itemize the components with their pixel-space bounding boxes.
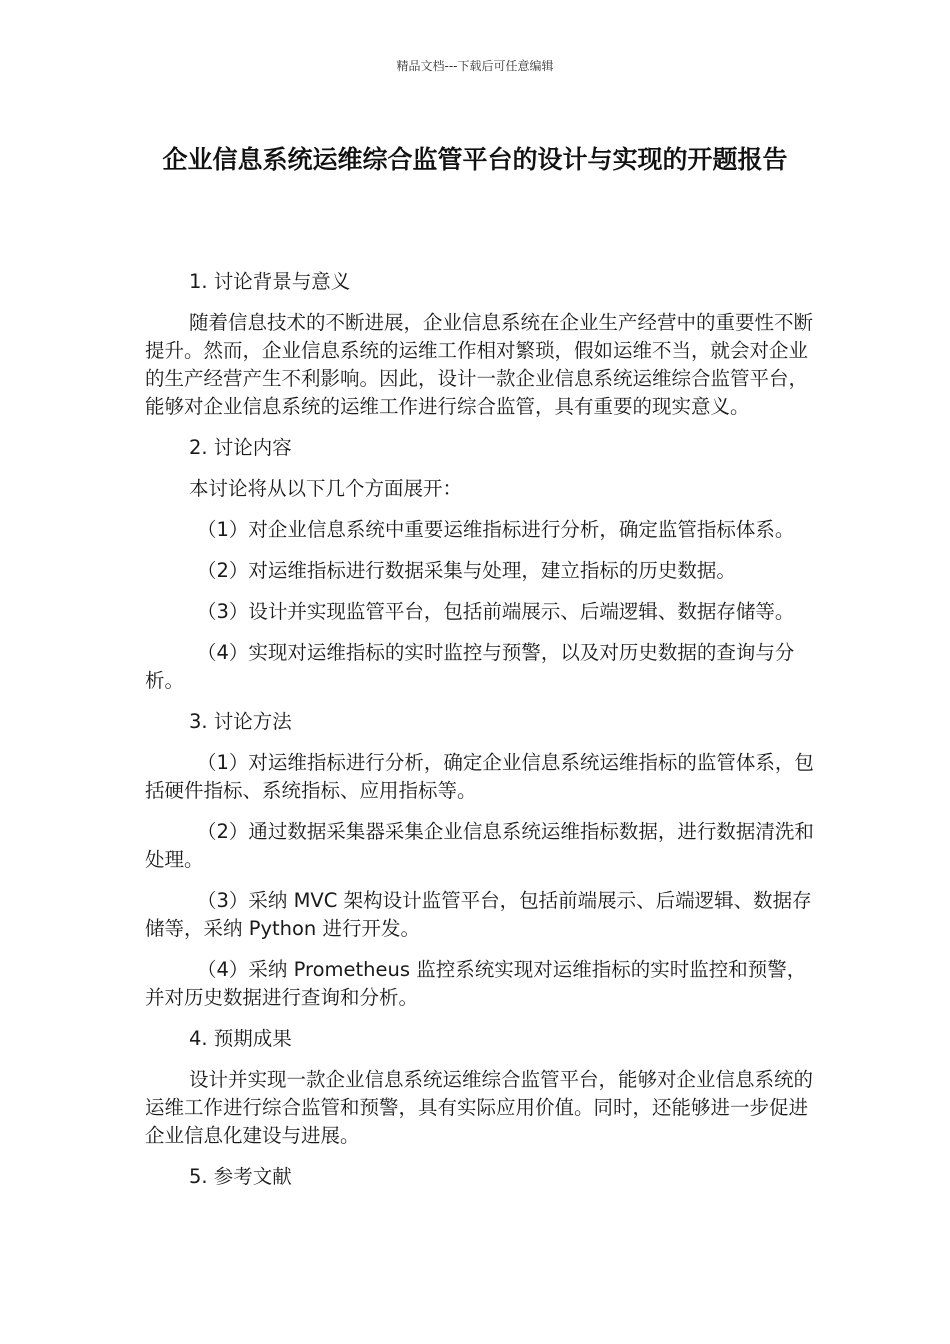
list-item: （4）采纳 Prometheus 监控系统实现对运维指标的实时监控和预警，并对历史数据进行查询和分析。	[145, 958, 807, 1009]
section-heading-method: 3. 讨论方法	[189, 710, 292, 733]
document-title: 企业信息系统运维综合监管平台的设计与实现的开题报告	[162, 145, 788, 174]
section-paragraph: 设计并实现一款企业信息系统运维综合监管平台，能够对企业信息系统的运维工作进行综合监管和预警，具有实际应用价值。同时，还能够进一步促进企业信息化建设与进展。	[145, 1068, 814, 1147]
list-item: （4）实现对运维指标的实时监控与预警，以及对历史数据的查询与分析。	[145, 641, 795, 692]
section-heading-content: 2. 讨论内容	[189, 436, 292, 459]
section-heading-outcome: 4. 预期成果	[189, 1027, 292, 1050]
section-paragraph: 随着信息技术的不断进展，企业信息系统在企业生产经营中的重要性不断提升。然而，企业信息系统的运维工作相对繁琐，假如运维不当，就会对企业的生产经营产生不利影响。因此，设计一款企业信息系统运维综合监管平台，能够对企业信息系统的运维工作进行综合监管，具有重要的现实意义。	[145, 311, 814, 418]
section-heading-references: 5. 参考文献	[189, 1165, 292, 1188]
list-item: （2）对运维指标进行数据采集与处理，建立指标的历史数据。	[197, 559, 736, 582]
list-item: （2）通过数据采集器采集企业信息系统运维指标数据，进行数据清洗和处理。	[145, 820, 814, 871]
section-intro: 本讨论将从以下几个方面展开：	[189, 477, 463, 500]
section-heading-background: 1. 讨论背景与意义	[189, 270, 351, 293]
header-note: 精品文档---下载后可任意编辑	[396, 59, 554, 73]
list-item: （1）对企业信息系统中重要运维指标进行分析，确定监管指标体系。	[197, 518, 795, 541]
list-item: （3）采纳 MVC 架构设计监管平台，包括前端展示、后端逻辑、数据存储等，采纳 Python 进行开发。	[145, 889, 812, 940]
list-item: （3）设计并实现监管平台，包括前端展示、后端逻辑、数据存储等。	[197, 600, 795, 623]
list-item: （1）对运维指标进行分析，确定企业信息系统运维指标的监管体系，包括硬件指标、系统指标、应用指标等。	[145, 751, 814, 802]
document-body	[145, 268, 820, 1204]
